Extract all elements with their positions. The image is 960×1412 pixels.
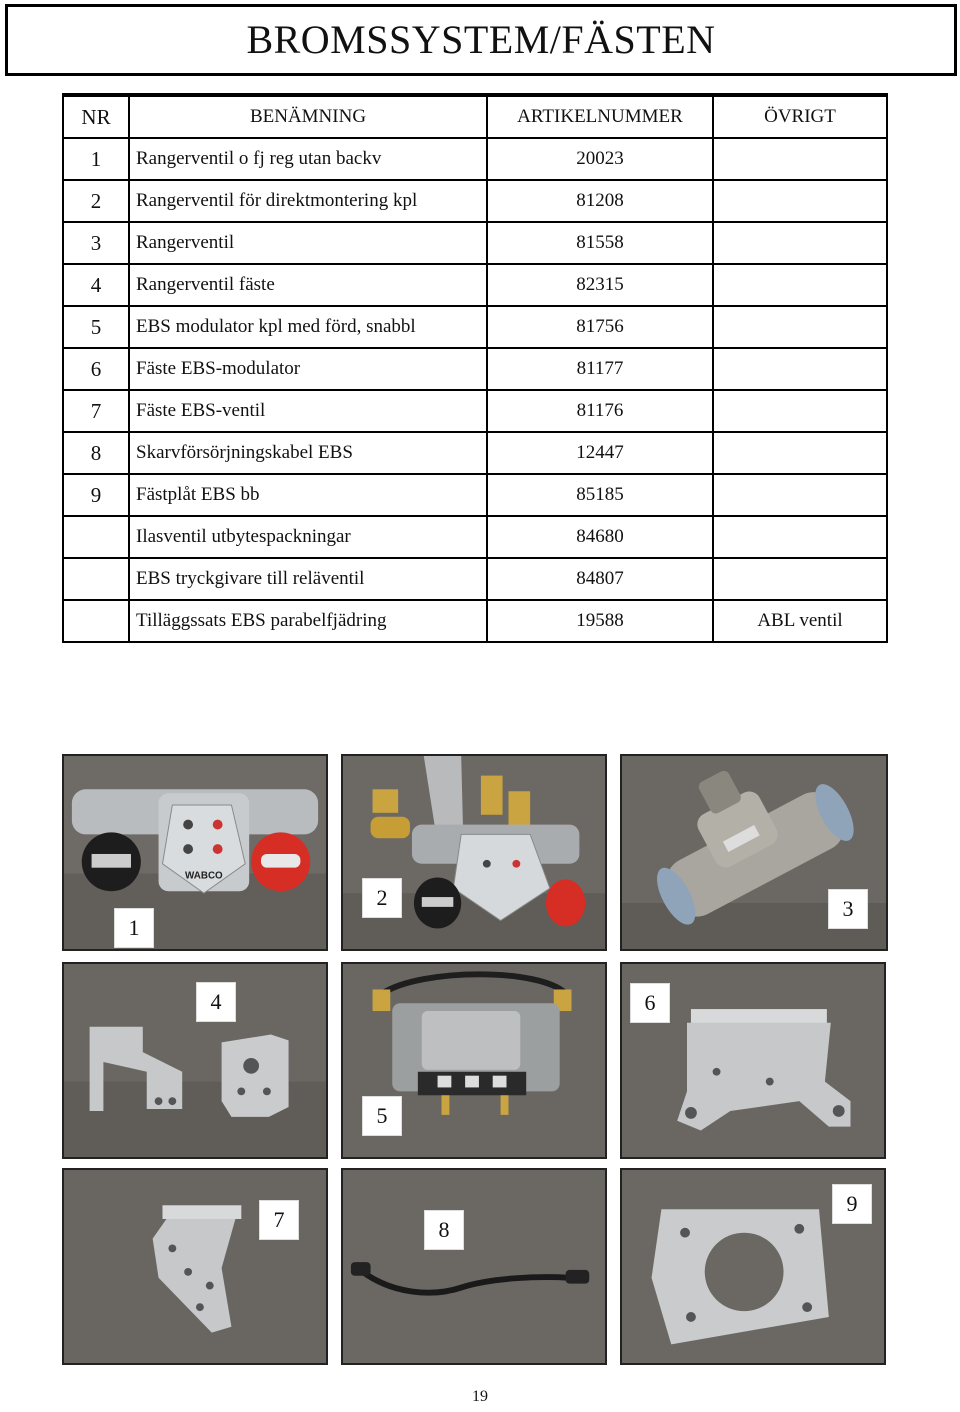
table-row xyxy=(63,558,887,600)
row-nr: 6 xyxy=(63,348,129,390)
table-row xyxy=(63,264,887,306)
row-nr xyxy=(63,516,129,558)
row-name: Rangerventil xyxy=(129,222,487,264)
photo-label: 9 xyxy=(832,1184,872,1224)
row-name: Skarvförsörjningskabel EBS xyxy=(129,432,487,474)
row-art: 12447 xyxy=(487,432,713,474)
header-name: BENÄMNING xyxy=(129,95,487,138)
table-row xyxy=(63,474,887,516)
row-nr: 2 xyxy=(63,180,129,222)
table-row xyxy=(63,180,887,222)
row-name: Ilasventil utbytespackningar xyxy=(129,516,487,558)
row-art: 81558 xyxy=(487,222,713,264)
table-row xyxy=(63,138,887,180)
row-name: Rangerventil för direktmontering kpl xyxy=(129,180,487,222)
photo-valve-fittings xyxy=(341,754,607,951)
row-art: 84680 xyxy=(487,516,713,558)
row-ov xyxy=(713,138,887,180)
page-title-box xyxy=(5,4,957,76)
row-ov xyxy=(713,180,887,222)
row-nr: 8 xyxy=(63,432,129,474)
row-name: Fäste EBS-ventil xyxy=(129,390,487,432)
row-nr xyxy=(63,600,129,642)
row-ov xyxy=(713,558,887,600)
table-header-row xyxy=(63,95,887,138)
photo-supply-cable xyxy=(341,1168,607,1365)
row-ov xyxy=(713,306,887,348)
row-name: Fästplåt EBS bb xyxy=(129,474,487,516)
photo-brackets xyxy=(62,962,328,1159)
photo-label: 1 xyxy=(114,908,154,948)
row-name: EBS modulator kpl med förd, snabbl xyxy=(129,306,487,348)
table-row xyxy=(63,390,887,432)
photo-label: 7 xyxy=(259,1200,299,1240)
table-row xyxy=(63,306,887,348)
row-art: 81177 xyxy=(487,348,713,390)
row-nr: 9 xyxy=(63,474,129,516)
row-art: 19588 xyxy=(487,600,713,642)
row-name: Tilläggssats EBS parabelfjädring xyxy=(129,600,487,642)
page-title: BROMSSYSTEM/FÄSTEN xyxy=(246,17,716,62)
row-nr: 7 xyxy=(63,390,129,432)
photo-label: 2 xyxy=(362,878,402,918)
row-art: 81756 xyxy=(487,306,713,348)
parts-table xyxy=(62,93,888,643)
table-row xyxy=(63,600,887,642)
page-number: 19 xyxy=(472,1388,488,1405)
row-ov xyxy=(713,348,887,390)
photo-label: 6 xyxy=(630,983,670,1023)
row-art: 20023 xyxy=(487,138,713,180)
photo-valve-bracket xyxy=(62,1168,328,1365)
row-ov xyxy=(713,264,887,306)
row-nr xyxy=(63,558,129,600)
table-row xyxy=(63,222,887,264)
table-row xyxy=(63,516,887,558)
row-art: 85185 xyxy=(487,474,713,516)
row-name: Fäste EBS-modulator xyxy=(129,348,487,390)
row-nr: 5 xyxy=(63,306,129,348)
row-art: 81176 xyxy=(487,390,713,432)
row-ov xyxy=(713,222,887,264)
row-nr: 3 xyxy=(63,222,129,264)
row-ov xyxy=(713,474,887,516)
row-nr: 4 xyxy=(63,264,129,306)
photo-label: 3 xyxy=(828,889,868,929)
photo-label: 8 xyxy=(424,1210,464,1250)
row-ov xyxy=(713,516,887,558)
row-art: 82315 xyxy=(487,264,713,306)
header-nr: NR xyxy=(63,95,129,138)
row-name: EBS tryckgivare till reläventil xyxy=(129,558,487,600)
row-art: 84807 xyxy=(487,558,713,600)
header-ov: ÖVRIGT xyxy=(713,95,887,138)
row-ov xyxy=(713,432,887,474)
photo-label: 4 xyxy=(196,982,236,1022)
photo-label: 5 xyxy=(362,1096,402,1136)
row-ov: ABL ventil xyxy=(713,600,887,642)
row-name: Rangerventil o fj reg utan backv xyxy=(129,138,487,180)
table-row xyxy=(63,348,887,390)
table-row xyxy=(63,432,887,474)
photo-range-valve xyxy=(62,754,328,951)
row-art: 81208 xyxy=(487,180,713,222)
row-ov xyxy=(713,390,887,432)
row-nr: 1 xyxy=(63,138,129,180)
row-name: Rangerventil fäste xyxy=(129,264,487,306)
header-art: ARTIKELNUMMER xyxy=(487,95,713,138)
brand-logo: WABCO xyxy=(185,870,223,882)
